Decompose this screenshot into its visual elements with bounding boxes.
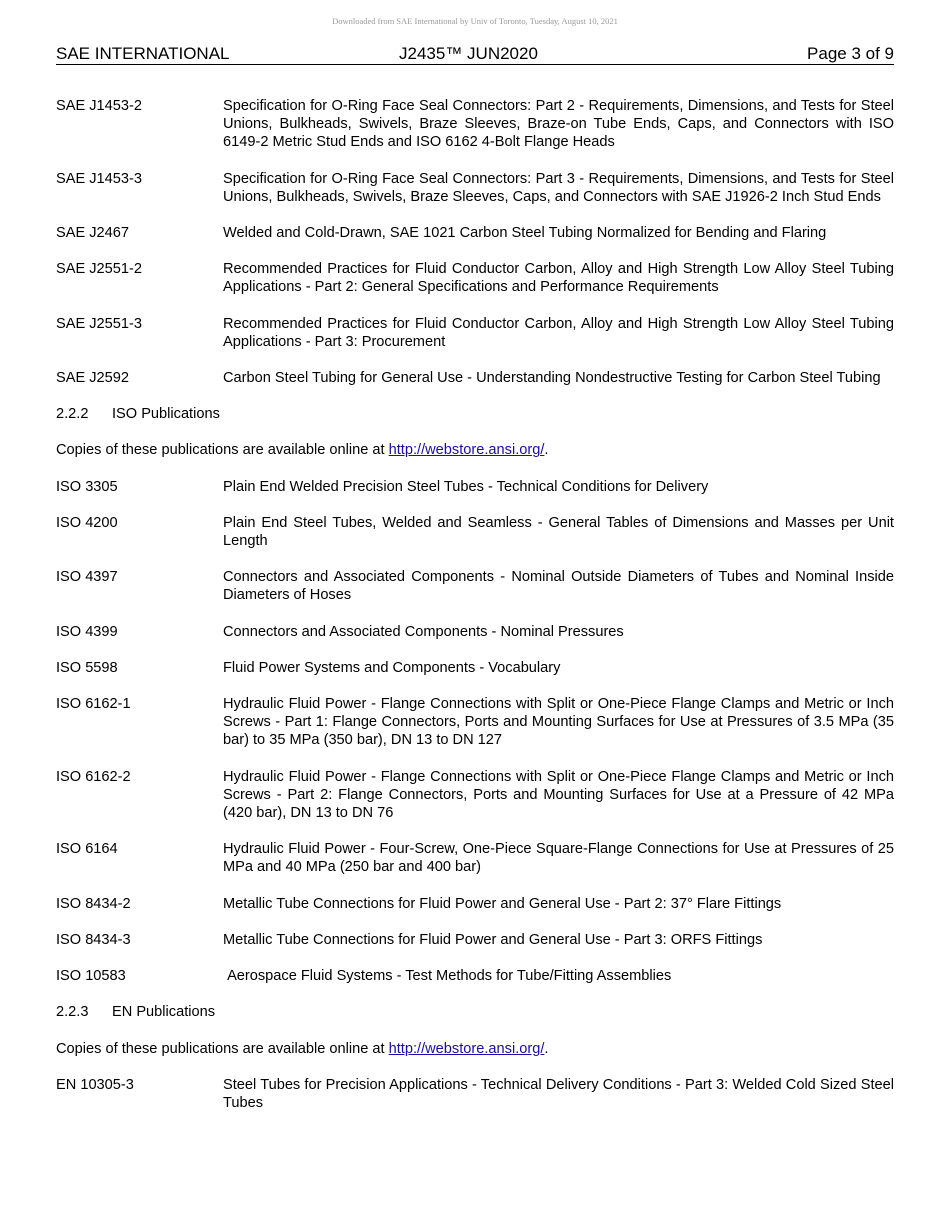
reference-title: Plain End Steel Tubes, Welded and Seamless - General Tables of Dimensions and Masses per Unit Length (223, 514, 894, 550)
reference-title: Hydraulic Fluid Power - Four-Screw, One-Piece Square-Flange Connections for Use at Pressures of 25 MPa and 40 MPa (250 bar and 400 bar) (223, 841, 894, 876)
section-number: 2.2.2 (56, 406, 89, 423)
section-title: ISO Publications (112, 406, 220, 423)
document-body (56, 97, 894, 1130)
reference-code: ISO 6162-1 (56, 696, 131, 713)
en-reference-list (56, 1076, 894, 1112)
header-organization: SAE INTERNATIONAL (56, 44, 230, 63)
header-document-id: J2435™ JUN2020 (399, 44, 538, 63)
reference-code: SAE J2592 (56, 370, 130, 387)
ansi-webstore-link[interactable]: http://webstore.ansi.org/ (388, 1040, 545, 1057)
reference-title: Carbon Steel Tubing for General Use - Understanding Nondestructive Testing for Carbon Steel Tubing (223, 370, 881, 387)
reference-title: Plain End Welded Precision Steel Tubes - Technical Conditions for Delivery (223, 478, 709, 495)
reference-title: Hydraulic Fluid Power - Flange Connections with Split or One-Piece Flange Clamps and Metric or Inch Screws - Part 2: Flange Connectors, Ports and Mounting Surfaces for Use at a Pressure of 42 MPa (420 bar), DN 13 to DN 76 (223, 768, 894, 822)
reference-item (56, 840, 894, 876)
reference-title: Hydraulic Fluid Power - Flange Connections with Split or One-Piece Flange Clamps and Metric or Inch Screws - Part 1: Flange Connectors, Ports and Mounting Surfaces for Use at Pressures of 3.5 MPa (35 bar) to 35 MPa (350 bar), DN 13 to DN 127 (223, 696, 894, 749)
reference-code: SAE J1453-3 (56, 170, 142, 187)
reference-item (56, 931, 894, 949)
reference-item (56, 623, 894, 641)
reference-code: SAE J2551-2 (56, 261, 142, 278)
reference-item (56, 659, 894, 677)
reference-title: Metallic Tube Connections for Fluid Power and General Use - Part 2: 37° Flare Fittings (223, 895, 782, 912)
reference-item (56, 695, 894, 750)
sae-reference-list (56, 97, 894, 387)
availability-suffix: . (544, 1040, 549, 1057)
reference-title: Specification for O-Ring Face Seal Connectors: Part 2 - Requirements, Dimensions, and Tests for Steel Unions, Bulkheads, Swivels, Braze Sleeves, Braze-on Tube Ends, Caps, and Connectors with ISO 6149-2 Metric Stud Ends and ISO 6162 4-Bolt Flange Heads (223, 98, 894, 151)
ansi-webstore-link[interactable]: http://webstore.ansi.org/ (388, 442, 545, 459)
reference-code: ISO 6164 (56, 841, 118, 858)
section-heading-iso (56, 405, 894, 423)
reference-code: SAE J2551-3 (56, 315, 142, 332)
section-heading-en (56, 1003, 894, 1021)
reference-item (56, 260, 894, 296)
reference-item (56, 895, 894, 913)
reference-item (56, 97, 894, 152)
reference-title: Fluid Power Systems and Components - Vocabulary (223, 659, 561, 676)
section-title: EN Publications (112, 1004, 216, 1021)
reference-title: Aerospace Fluid Systems - Test Methods for Tube/Fitting Assemblies (223, 968, 672, 985)
availability-note (56, 1040, 894, 1058)
reference-item (56, 967, 894, 985)
reference-item (56, 514, 894, 550)
reference-item (56, 478, 894, 496)
reference-item (56, 1076, 894, 1112)
reference-code: ISO 8434-2 (56, 895, 131, 912)
reference-code: SAE J1453-2 (56, 98, 142, 114)
reference-item (56, 369, 894, 387)
availability-suffix: . (544, 442, 549, 459)
section-number: 2.2.3 (56, 1004, 89, 1021)
reference-code: ISO 6162-2 (56, 768, 131, 785)
reference-title: Welded and Cold-Drawn, SAE 1021 Carbon Steel Tubing Normalized for Bending and Flaring (223, 225, 827, 242)
availability-text: Copies of these publications are available online at (56, 442, 389, 459)
reference-item (56, 568, 894, 604)
availability-text: Copies of these publications are available online at (56, 1040, 389, 1057)
reference-title: Recommended Practices for Fluid Conductor Carbon, Alloy and High Strength Low Alloy Steel Tubing Applications - Part 3: Procurement (223, 315, 894, 350)
availability-note (56, 441, 894, 459)
reference-code: ISO 3305 (56, 478, 118, 495)
reference-title: Metallic Tube Connections for Fluid Power and General Use - Part 3: ORFS Fittings (223, 931, 763, 948)
reference-title: Connectors and Associated Components - Nominal Outside Diameters of Tubes and Nominal Inside Diameters of Hoses (223, 569, 894, 604)
reference-title: Specification for O-Ring Face Seal Connectors: Part 3 - Requirements, Dimensions, and Tests for Steel Unions, Bulkheads, Swivels, Braze Sleeves, Caps, and Connectors with SAE J1926-2 Inch Stud Ends (223, 170, 894, 205)
reference-title: Recommended Practices for Fluid Conductor Carbon, Alloy and High Strength Low Alloy Steel Tubing Applications - Part 2: General Specifications and Performance Requirements (223, 261, 894, 296)
reference-item (56, 170, 894, 206)
reference-code: SAE J2467 (56, 225, 130, 242)
header-page-number: Page 3 of 9 (807, 44, 894, 63)
reference-item (56, 315, 894, 351)
reference-code: ISO 10583 (56, 968, 126, 985)
download-watermark: Downloaded from SAE International by Univ of Toronto, Tuesday, August 10, 2021 (332, 16, 618, 26)
reference-title: Steel Tubes for Precision Applications - Technical Delivery Conditions - Part 3: Welded Cold Sized Steel Tubes (223, 1076, 894, 1111)
reference-title: Connectors and Associated Components - Nominal Pressures (223, 623, 624, 640)
page-header (56, 44, 894, 65)
reference-code: ISO 5598 (56, 659, 118, 676)
reference-code: EN 10305-3 (56, 1076, 134, 1093)
reference-item (56, 224, 894, 242)
reference-item (56, 768, 894, 823)
reference-code: ISO 4399 (56, 623, 118, 640)
reference-code: ISO 4397 (56, 569, 118, 586)
reference-code: ISO 8434-3 (56, 931, 131, 948)
reference-code: ISO 4200 (56, 514, 118, 531)
iso-reference-list (56, 478, 894, 986)
